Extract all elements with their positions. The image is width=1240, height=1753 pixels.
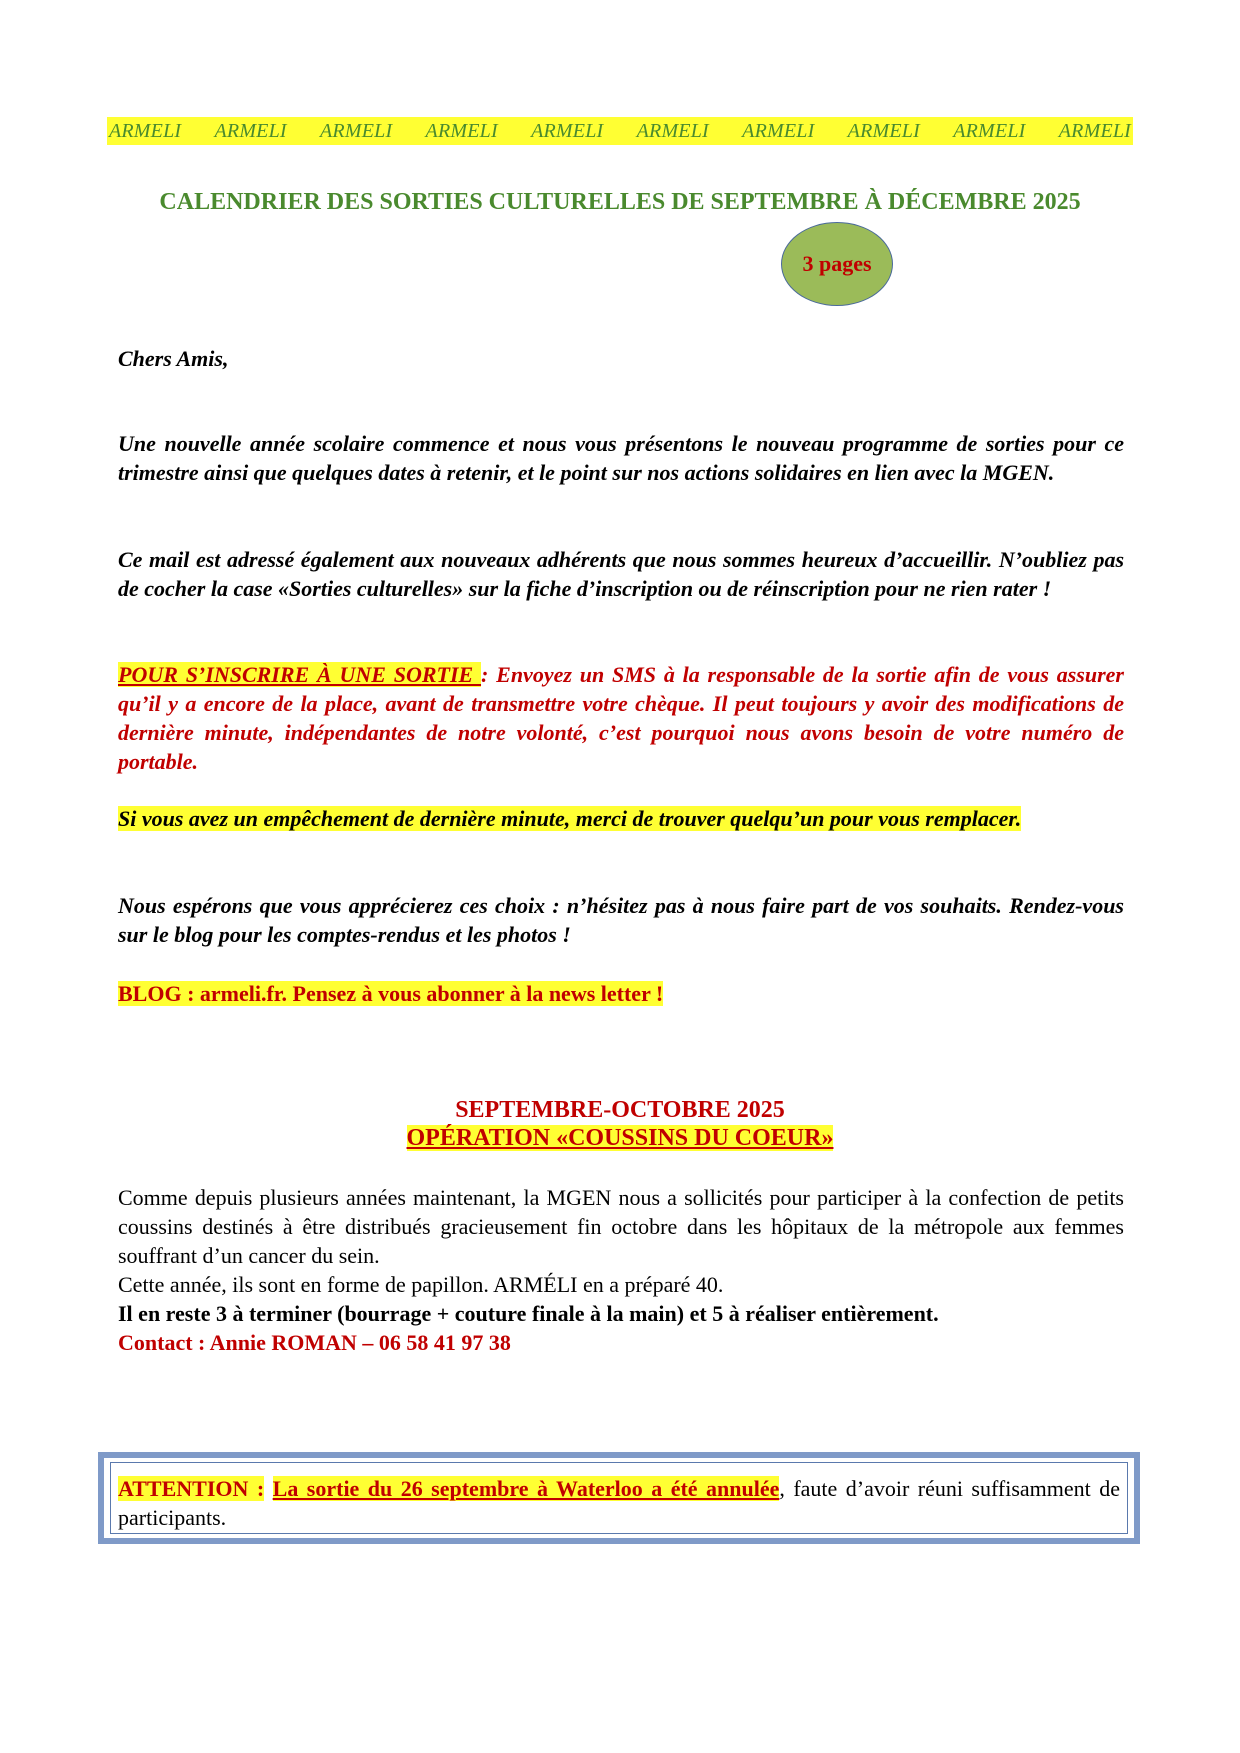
inscription-paragraph bbox=[118, 660, 1124, 776]
attention-text bbox=[118, 1474, 1120, 1532]
armeli-banner: ARMELI ARMELI ARMELI ARMELI ARMELI ARMELI ARMELI ARMELI ARMELI ARMELI bbox=[107, 117, 1133, 145]
new-members-paragraph: Ce mail est adressé également aux nouveaux adhérents que nous sommes heureux d’accueillir. N’oubliez pas de cocher la case «Sorties culturelles» sur la fiche d’inscription ou de réinscription pour ne rien rater ! bbox=[118, 547, 1124, 601]
attention-box bbox=[98, 1452, 1140, 1544]
inscription-text: : Envoyez un SMS à la responsable de la sortie afin de vous assurer qu’il y a encore de la place, avant de transmettre votre chèque. Il peut toujours y avoir des modifications de dernière minute, indépendantes de notre volonté, c’est pourquoi nous avons besoin de votre numéro de portable. bbox=[118, 662, 1124, 774]
intro-paragraph: Une nouvelle année scolaire commence et nous vous présentons le nouveau programme de sorties pour ce trimestre ainsi que quelques dates à retenir, et le point sur nos actions solidaires en lien avec la MGEN. bbox=[118, 431, 1124, 485]
wishes-paragraph: Nous espérons que vous apprécierez ces choix : n’hésitez pas à nous faire part de vos souhaits. Rendez-vous sur le blog pour les comptes-rendus et les photos ! bbox=[118, 893, 1124, 947]
pages-badge bbox=[781, 222, 893, 306]
document-title: CALENDRIER DES SORTIES CULTURELLES DE SEPTEMBRE À DÉCEMBRE 2025 bbox=[159, 189, 1081, 215]
replacement-paragraph bbox=[118, 804, 1124, 833]
banner-row bbox=[0, 117, 1240, 147]
attention-rest: , faute d’avoir réuni suffisamment de participants. bbox=[118, 1476, 1120, 1530]
blog-line bbox=[118, 979, 1124, 1008]
attention-label: ATTENTION : bbox=[118, 1476, 265, 1501]
coussins-remaining: Il en reste 3 à terminer (bourrage + couture finale à la main) et 5 à réaliser entièrement. bbox=[118, 1301, 939, 1326]
coussins-papillon: Cette année, ils sont en forme de papillon. ARMÉLI en a préparé 40. bbox=[118, 1272, 724, 1297]
blog-text: BLOG : armeli.fr. Pensez à vous abonner à la news letter ! bbox=[118, 981, 664, 1006]
section-title-row bbox=[0, 1124, 1240, 1153]
inscription-label: POUR S’INSCRIRE À UNE SORTIE bbox=[118, 662, 482, 687]
attention-cancelled: La sortie du 26 septembre à Waterloo a été annulée bbox=[272, 1476, 780, 1501]
pages-badge-label: 3 pages bbox=[802, 251, 872, 276]
section-title: OPÉRATION «COUSSINS DU COEUR» bbox=[406, 1125, 834, 1151]
coussins-section bbox=[118, 1183, 1124, 1357]
coussins-description: Comme depuis plusieurs années maintenant, la MGEN nous a sollicités pour participer à la confection de petits coussins destinés à être distribués gracieusement fin octobre dans les hôpitaux de la métropole aux femmes souffrant d’un cancer du sein. bbox=[118, 1185, 1124, 1268]
section-date: SEPTEMBRE-OCTOBRE 2025 bbox=[455, 1097, 785, 1123]
greeting: Chers Amis, bbox=[118, 346, 229, 371]
coussins-contact: Contact : Annie ROMAN – 06 58 41 97 38 bbox=[118, 1330, 511, 1355]
replacement-text: Si vous avez un empêchement de dernière minute, merci de trouver quelqu’un pour vous remplacer. bbox=[118, 806, 1022, 831]
